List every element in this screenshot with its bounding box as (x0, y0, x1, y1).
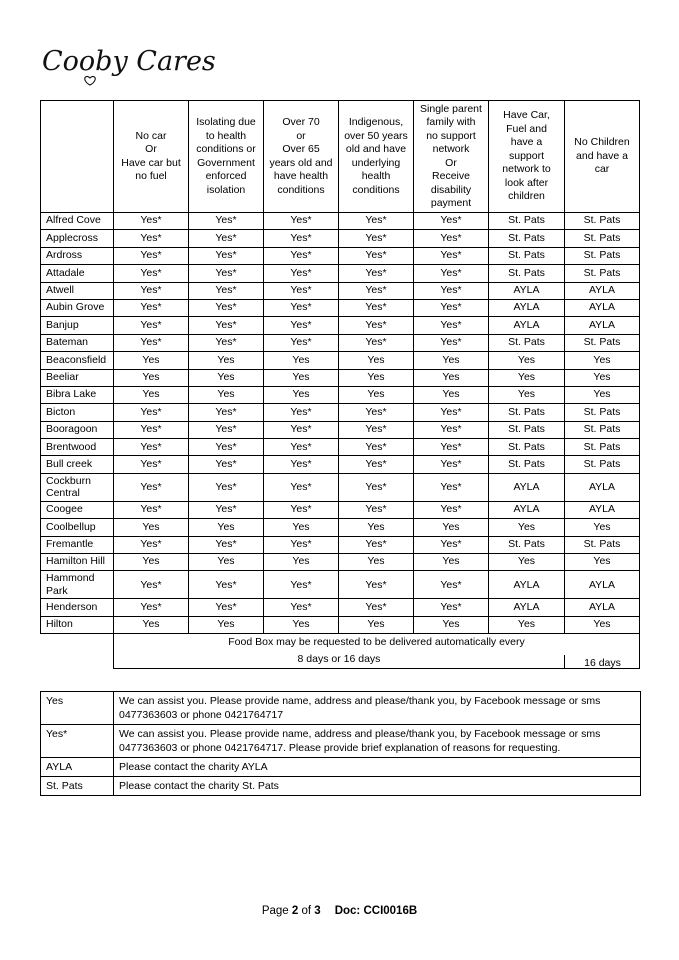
eligibility-cell: St. Pats (489, 230, 565, 247)
legend-row (41, 692, 641, 725)
eligibility-cell: Yes* (414, 536, 489, 553)
eligibility-cell: AYLA (565, 473, 640, 501)
eligibility-cell: Yes* (264, 247, 339, 264)
eligibility-cell: Yes (414, 369, 489, 386)
suburb-cell: Attadale (41, 265, 114, 282)
eligibility-cell: AYLA (489, 473, 565, 501)
eligibility-cell: St. Pats (565, 230, 640, 247)
eligibility-cell: AYLA (565, 599, 640, 616)
eligibility-cell: Yes (489, 554, 565, 571)
eligibility-cell: Yes (114, 554, 189, 571)
eligibility-cell: Yes (414, 616, 489, 633)
eligibility-cell: St. Pats (489, 536, 565, 553)
eligibility-cell: Yes (565, 352, 640, 369)
eligibility-cell: Yes* (114, 282, 189, 299)
eligibility-cell: Yes* (264, 317, 339, 334)
eligibility-cell: St. Pats (565, 265, 640, 282)
table-row (41, 439, 640, 456)
table-row (41, 265, 640, 282)
eligibility-cell: St. Pats (489, 334, 565, 351)
eligibility-cell: St. Pats (565, 213, 640, 230)
suburb-cell: Bicton (41, 404, 114, 421)
table-footer-row (41, 634, 640, 669)
eligibility-cell: Yes* (264, 421, 339, 438)
eligibility-cell: Yes* (189, 501, 264, 518)
eligibility-cell: Yes* (414, 473, 489, 501)
legend-text: We can assist you. Please provide name, address and please/thank you, by Facebook message or sms 0477363603 or phone 0421764717 (114, 692, 641, 725)
eligibility-cell: Yes* (114, 571, 189, 599)
eligibility-cell: Yes* (339, 230, 414, 247)
eligibility-cell: Yes (114, 386, 189, 403)
legend-row (41, 758, 641, 777)
table-row (41, 536, 640, 553)
eligibility-cell: Yes* (339, 501, 414, 518)
table-row (41, 473, 640, 501)
header-blank (41, 101, 114, 213)
eligibility-cell: Yes (189, 519, 264, 536)
eligibility-cell: Yes* (414, 421, 489, 438)
table-row (41, 247, 640, 264)
eligibility-cell: Yes (264, 554, 339, 571)
eligibility-cell: Yes* (414, 213, 489, 230)
eligibility-cell: Yes (489, 519, 565, 536)
eligibility-cell: St. Pats (489, 421, 565, 438)
eligibility-cell: Yes* (264, 536, 339, 553)
eligibility-cell: Yes (489, 386, 565, 403)
page-total: 3 (314, 905, 321, 917)
eligibility-cell: Yes* (414, 265, 489, 282)
suburb-cell: Coolbellup (41, 519, 114, 536)
eligibility-cell: Yes* (189, 456, 264, 473)
suburb-cell: Coogee (41, 501, 114, 518)
eligibility-cell: Yes* (114, 456, 189, 473)
eligibility-cell: Yes (339, 519, 414, 536)
heart-icon (85, 77, 95, 85)
eligibility-cell: Yes (264, 519, 339, 536)
eligibility-cell: Yes* (339, 299, 414, 316)
eligibility-cell: St. Pats (565, 536, 640, 553)
eligibility-cell: Yes* (114, 334, 189, 351)
suburb-cell: Hammond Park (41, 571, 114, 599)
eligibility-cell: Yes* (114, 501, 189, 518)
column-header: Over 70 or Over 65 years old and have health conditions (264, 101, 339, 213)
eligibility-cell: St. Pats (565, 421, 640, 438)
eligibility-cell: AYLA (489, 571, 565, 599)
suburb-cell: Banjup (41, 317, 114, 334)
eligibility-cell: Yes* (414, 599, 489, 616)
table-row (41, 230, 640, 247)
eligibility-cell: Yes* (264, 501, 339, 518)
eligibility-cell: Yes* (189, 473, 264, 501)
table-body (41, 213, 640, 669)
eligibility-cell: Yes (339, 616, 414, 633)
eligibility-cell: Yes* (414, 230, 489, 247)
eligibility-cell: Yes* (339, 404, 414, 421)
legend-text: Please contact the charity St. Pats (114, 777, 641, 796)
table-row (41, 456, 640, 473)
eligibility-cell: St. Pats (489, 247, 565, 264)
eligibility-cell: Yes* (264, 599, 339, 616)
eligibility-cell: Yes (489, 616, 565, 633)
page-label: Page (261, 905, 292, 917)
eligibility-cell: Yes* (414, 404, 489, 421)
eligibility-cell: Yes* (264, 473, 339, 501)
eligibility-cell: Yes* (189, 421, 264, 438)
suburb-cell: Henderson (41, 599, 114, 616)
suburb-cell: Applecross (41, 230, 114, 247)
eligibility-table (40, 100, 640, 669)
eligibility-cell: St. Pats (489, 265, 565, 282)
eligibility-cell: Yes (489, 369, 565, 386)
eligibility-cell: Yes* (264, 334, 339, 351)
table-row (41, 599, 640, 616)
eligibility-cell: AYLA (489, 299, 565, 316)
eligibility-cell: St. Pats (565, 247, 640, 264)
eligibility-cell: Yes* (414, 299, 489, 316)
eligibility-cell: Yes* (339, 536, 414, 553)
eligibility-cell: Yes (189, 369, 264, 386)
eligibility-cell: St. Pats (565, 456, 640, 473)
eligibility-cell: Yes (414, 352, 489, 369)
eligibility-cell: Yes (264, 352, 339, 369)
eligibility-cell: Yes (339, 554, 414, 571)
eligibility-cell: Yes* (414, 571, 489, 599)
eligibility-cell: St. Pats (489, 213, 565, 230)
table-row (41, 571, 640, 599)
table-row (41, 404, 640, 421)
eligibility-cell: Yes* (189, 571, 264, 599)
eligibility-cell: St. Pats (489, 439, 565, 456)
eligibility-cell: Yes (114, 352, 189, 369)
column-header: No car Or Have car but no fuel (114, 101, 189, 213)
eligibility-cell: Yes* (339, 571, 414, 599)
column-header: No Children and have a car (565, 101, 640, 213)
eligibility-cell: Yes (565, 554, 640, 571)
suburb-cell: Cockburn Central (41, 473, 114, 501)
column-header: Single parent family with no support network Or Receive disability payment (414, 101, 489, 213)
suburb-cell: Atwell (41, 282, 114, 299)
eligibility-cell: Yes* (264, 571, 339, 599)
eligibility-cell: Yes (339, 352, 414, 369)
eligibility-cell: Yes (414, 554, 489, 571)
suburb-cell: Aubin Grove (41, 299, 114, 316)
eligibility-cell: Yes* (189, 265, 264, 282)
delivery-note-line2: 8 days or 16 days (297, 653, 381, 666)
eligibility-cell: Yes* (414, 282, 489, 299)
eligibility-cell: Yes (565, 519, 640, 536)
eligibility-cell: Yes* (339, 473, 414, 501)
eligibility-cell: Yes (114, 369, 189, 386)
delivery-note-right: 16 days (564, 655, 640, 668)
eligibility-cell: Yes* (339, 213, 414, 230)
eligibility-cell: Yes* (339, 599, 414, 616)
eligibility-cell: Yes* (114, 599, 189, 616)
eligibility-cell: Yes* (189, 247, 264, 264)
logo-text: Cooby Cares (42, 46, 216, 77)
eligibility-cell: Yes* (114, 317, 189, 334)
legend-key: Yes* (41, 725, 114, 758)
eligibility-cell: Yes* (114, 230, 189, 247)
table-row (41, 282, 640, 299)
eligibility-cell: Yes* (414, 456, 489, 473)
eligibility-cell: AYLA (565, 501, 640, 518)
table-row (41, 616, 640, 633)
legend-key: AYLA (41, 758, 114, 777)
eligibility-cell: Yes* (264, 213, 339, 230)
eligibility-cell: Yes (189, 554, 264, 571)
eligibility-cell: Yes* (189, 282, 264, 299)
eligibility-cell: Yes* (114, 404, 189, 421)
eligibility-cell: Yes (565, 386, 640, 403)
eligibility-cell: Yes (565, 369, 640, 386)
eligibility-cell: Yes* (114, 473, 189, 501)
eligibility-cell: Yes* (339, 439, 414, 456)
eligibility-cell: Yes* (264, 456, 339, 473)
eligibility-cell: St. Pats (565, 439, 640, 456)
eligibility-cell: St. Pats (489, 456, 565, 473)
legend-text: Please contact the charity AYLA (114, 758, 641, 777)
eligibility-cell: Yes* (189, 299, 264, 316)
table-row (41, 317, 640, 334)
table-row (41, 213, 640, 230)
column-header: Have Car, Fuel and have a support network to look after children (489, 101, 565, 213)
suburb-cell: Hilton (41, 616, 114, 633)
eligibility-cell: Yes (565, 616, 640, 633)
eligibility-cell: Yes* (114, 299, 189, 316)
table-row (41, 421, 640, 438)
eligibility-cell: Yes* (414, 247, 489, 264)
eligibility-cell: Yes* (339, 421, 414, 438)
table-row (41, 501, 640, 518)
eligibility-cell: Yes (414, 386, 489, 403)
eligibility-cell: Yes (264, 616, 339, 633)
eligibility-cell: AYLA (489, 501, 565, 518)
eligibility-cell: St. Pats (565, 404, 640, 421)
delivery-note (114, 634, 640, 669)
eligibility-cell: Yes (489, 352, 565, 369)
legend-key: St. Pats (41, 777, 114, 796)
legend-table (40, 691, 641, 796)
table-row (41, 334, 640, 351)
eligibility-cell: Yes* (414, 334, 489, 351)
eligibility-cell: Yes* (264, 230, 339, 247)
table-row (41, 352, 640, 369)
eligibility-cell: St. Pats (565, 334, 640, 351)
suburb-cell: Beeliar (41, 369, 114, 386)
eligibility-cell: Yes (114, 519, 189, 536)
suburb-cell: Ardross (41, 247, 114, 264)
eligibility-cell: Yes* (339, 247, 414, 264)
eligibility-cell: Yes* (189, 317, 264, 334)
eligibility-cell: AYLA (565, 299, 640, 316)
table-row (41, 519, 640, 536)
eligibility-cell: Yes (264, 386, 339, 403)
eligibility-cell: Yes* (264, 282, 339, 299)
eligibility-cell: AYLA (489, 317, 565, 334)
eligibility-cell: Yes (339, 369, 414, 386)
eligibility-cell: Yes* (339, 265, 414, 282)
suburb-cell: Hamilton Hill (41, 554, 114, 571)
legend-text: We can assist you. Please provide name, address and please/thank you, by Facebook message or sms 0477363603 or phone 0421764717. Please provide brief explanation of reasons for requesting. (114, 725, 641, 758)
eligibility-cell: Yes* (189, 536, 264, 553)
suburb-cell: Booragoon (41, 421, 114, 438)
eligibility-cell: AYLA (489, 599, 565, 616)
table-row (41, 369, 640, 386)
eligibility-cell: Yes* (264, 299, 339, 316)
eligibility-cell: Yes (414, 519, 489, 536)
eligibility-cell: Yes (189, 352, 264, 369)
eligibility-cell: Yes* (189, 439, 264, 456)
eligibility-cell: Yes (114, 616, 189, 633)
suburb-cell: Alfred Cove (41, 213, 114, 230)
eligibility-cell: Yes* (414, 439, 489, 456)
legend-row (41, 777, 641, 796)
column-header: Isolating due to health conditions or Government enforced isolation (189, 101, 264, 213)
eligibility-cell: St. Pats (489, 404, 565, 421)
page-footer (0, 905, 679, 917)
delivery-note-line1: Food Box may be requested to be delivered automatically every (228, 636, 525, 649)
suburb-cell: Fremantle (41, 536, 114, 553)
eligibility-cell: AYLA (565, 571, 640, 599)
table-header-row (41, 101, 640, 213)
table-row (41, 386, 640, 403)
suburb-cell: Bull creek (41, 456, 114, 473)
eligibility-cell: Yes* (114, 536, 189, 553)
cooby-cares-logo (40, 38, 216, 90)
eligibility-cell: Yes* (189, 213, 264, 230)
doc-id: Doc: CCI0016B (334, 905, 418, 917)
suburb-cell: Beaconsfield (41, 352, 114, 369)
eligibility-cell: Yes (339, 386, 414, 403)
eligibility-cell: Yes* (339, 317, 414, 334)
eligibility-cell: Yes* (264, 439, 339, 456)
eligibility-cell: Yes* (414, 317, 489, 334)
eligibility-cell: Yes* (189, 334, 264, 351)
eligibility-cell: Yes* (114, 247, 189, 264)
eligibility-cell: Yes* (189, 230, 264, 247)
eligibility-cell: Yes* (114, 213, 189, 230)
eligibility-cell: Yes* (189, 599, 264, 616)
eligibility-cell: Yes* (339, 456, 414, 473)
suburb-cell: Bibra Lake (41, 386, 114, 403)
eligibility-cell: Yes* (189, 404, 264, 421)
eligibility-cell: Yes* (114, 439, 189, 456)
eligibility-cell: Yes (189, 386, 264, 403)
suburb-cell: Brentwood (41, 439, 114, 456)
eligibility-cell: Yes* (114, 265, 189, 282)
eligibility-cell: AYLA (565, 317, 640, 334)
column-header: Indigenous, over 50 years old and have underlying health conditions (339, 101, 414, 213)
page-of: of (298, 905, 315, 917)
eligibility-cell: Yes* (264, 265, 339, 282)
eligibility-cell: Yes* (114, 421, 189, 438)
eligibility-cell: Yes (189, 616, 264, 633)
eligibility-cell: Yes* (264, 404, 339, 421)
eligibility-cell: AYLA (489, 282, 565, 299)
suburb-cell: Bateman (41, 334, 114, 351)
eligibility-cell: AYLA (565, 282, 640, 299)
page-number: 2 (291, 905, 299, 917)
eligibility-cell: Yes* (339, 334, 414, 351)
table-row (41, 299, 640, 316)
legend-key: Yes (41, 692, 114, 725)
eligibility-cell: Yes (264, 369, 339, 386)
eligibility-cell: Yes* (414, 501, 489, 518)
legend-row (41, 725, 641, 758)
table-row (41, 554, 640, 571)
eligibility-cell: Yes* (339, 282, 414, 299)
